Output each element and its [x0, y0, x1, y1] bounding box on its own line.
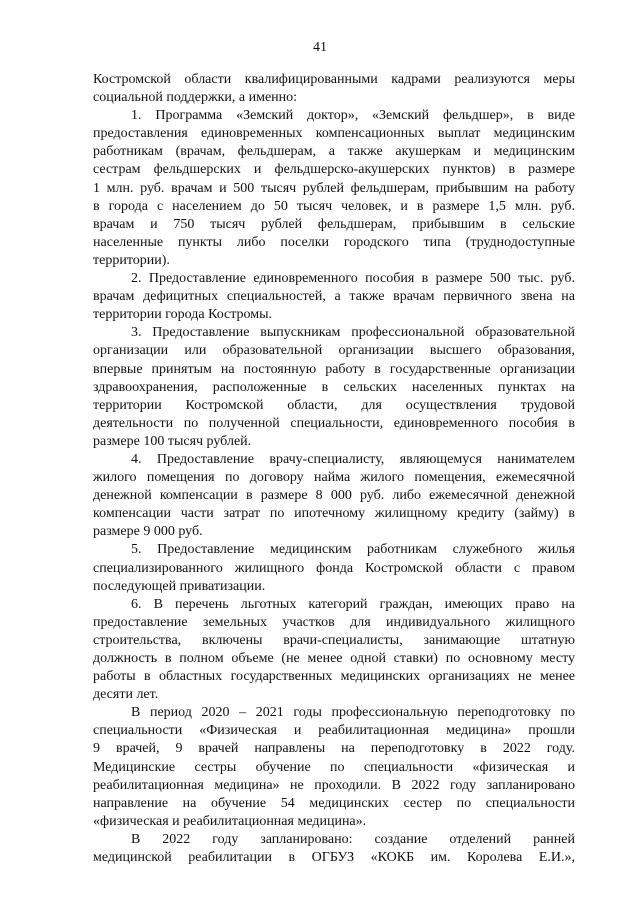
text-line: 1. Программа «Земский доктор», «Земский фельдшер», в виде: [131, 108, 575, 124]
text-line: десяти лет.: [93, 687, 159, 703]
text-line: направление на обучение 54 медицинских сестер по специальности: [93, 795, 575, 811]
text-line: В период 2020 – 2021 годы профессиональную переподготовку по: [131, 705, 575, 721]
text-line: реабилитационная медицина» не проходили. В 2022 году запланировано: [93, 777, 575, 793]
text-line: медицинской реабилитации в ОГБУЗ «КОКБ им. Королева Е.И.»,: [93, 850, 575, 866]
text-line: Костромской области квалифицированными кадрами реализуются меры: [93, 72, 575, 87]
text-line: 3. Предоставление выпускникам профессиональной образовательной: [131, 325, 575, 341]
text-line: В 2022 году запланировано: создание отделений ранней: [131, 831, 575, 847]
text-line: Медицинские сестры обучение по специальности «физическая и: [93, 759, 575, 775]
text-line: в города с населением до 50 тысяч человек, и в размере 1,5 млн. руб.: [93, 198, 575, 214]
text-line: населенные пункты либо поселки городского типа (труднодоступные: [93, 234, 575, 250]
text-line: 2. Предоставление единовременного пособия в размере 500 тыс. руб.: [131, 271, 575, 287]
text-line: специализированного жилищного фонда Костромской области с правом: [93, 560, 575, 576]
text-line: социальной поддержки, а именно:: [93, 90, 298, 106]
text-line: работы в областных государственных медицинских организациях не менее: [93, 669, 575, 685]
text-line: 1 млн. руб. врачам и 500 тысяч рублей фельдшерам, прибывшим на работу: [93, 180, 575, 196]
page-number: 41: [313, 40, 327, 55]
text-line: врачам дефицитных специальностей, а также врачам первичного звена на: [93, 289, 575, 305]
text-line: денежной компенсации в размере 8 000 руб. либо ежемесячной денежной: [93, 488, 575, 504]
text-line: 6. В перечень льготных категорий граждан, имеющих право на: [131, 596, 575, 612]
text-line: 4. Предоставление врачу-специалисту, являющемуся нанимателем: [131, 451, 575, 467]
text-line: впервые принятым на постоянную работу в государственные организации: [93, 361, 575, 377]
text-line: жилого помещения по договору найма жилого помещения, ежемесячной: [93, 470, 575, 486]
text-line: размере 100 тысяч рублей.: [93, 433, 252, 449]
text-line: врачам и 750 тысяч рублей фельдшерам, прибывшим в сельские: [93, 216, 575, 232]
text-line: 9 врачей, 9 врачей направлены на переподготовку в 2022 году.: [93, 741, 575, 757]
text-line: компенсации части затрат по ипотечному жилищному кредиту (займу) в: [93, 506, 575, 522]
text-line: предоставление земельных участков для индивидуального жилищного: [93, 614, 575, 630]
document-body: [93, 71, 575, 867]
text-line: территории Костромской области, для осуществления трудовой: [93, 397, 575, 413]
text-line: должность в полном объеме (не менее одной ставки) по основному месту: [93, 651, 575, 666]
text-line: строительства, включены врачи-специалисты, занимающие штатную: [93, 632, 575, 648]
text-line: специальности «Физическая и реабилитационная медицина» прошли: [93, 723, 575, 739]
text-line: предоставления единовременных компенсационных выплат медицинским: [93, 126, 575, 142]
text-line: 5. Предоставление медицинским работникам служебного жилья: [131, 542, 575, 558]
text-line: размере 9 000 руб.: [93, 524, 203, 540]
text-line: «физическая и реабилитационная медицина».: [93, 813, 367, 829]
text-line: организации или образовательной организации высшего образования,: [93, 343, 575, 359]
text-line: территории).: [93, 252, 170, 268]
text-line: работникам (врачам, фельдшерам, а также акушеркам и медицинским: [93, 144, 575, 160]
text-line: здравоохранения, расположенные в сельских населенных пунктах на: [93, 379, 575, 395]
text-line: последующей приватизации.: [93, 578, 266, 594]
text-line: деятельности по полученной специальности, единовременного пособия в: [93, 415, 575, 431]
text-line: территории города Костромы.: [93, 307, 273, 323]
text-line: сестрам фельдшерских и фельдшерско-акушерских пунктов) в размере: [93, 162, 575, 178]
